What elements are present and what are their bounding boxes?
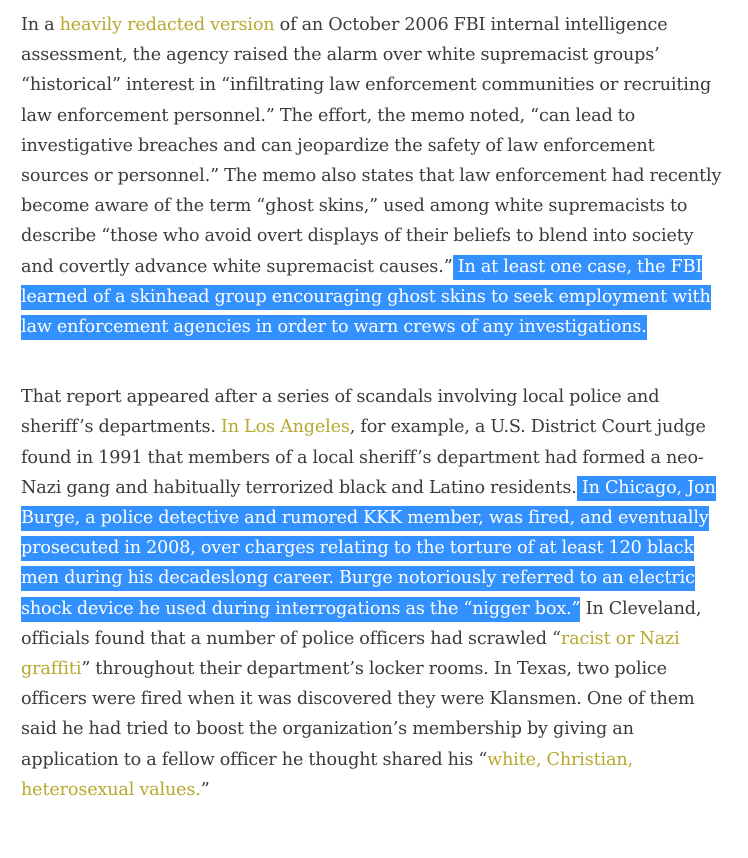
text-run: That report appeared after a series of scandals involving local police and sheriff’s departments.	[21, 387, 660, 438]
link-in-los-angeles[interactable]: In Los Angeles	[220, 417, 350, 438]
text-run: In a	[21, 15, 60, 35]
text-run: ” throughout their department’s locker rooms. In Texas, two police officers were fired when it was discovered they were Klansmen. One of them said he had tried to boost the organization’s membership by giving an application to a fellow officer he thought shared his “	[21, 659, 695, 770]
text-run: In Cleveland, officials found that a number of police officers had scrawled “	[21, 598, 702, 649]
text-run: ”	[200, 779, 210, 800]
link-racist-or-nazi-graffiti[interactable]: racist or Nazi graffiti	[21, 628, 680, 680]
paragraph-fbi-assessment	[21, 10, 726, 342]
selected-text: In Chicago, Jon Burge, a police detective and rumored KKK member, was fired, and eventually prosecuted in 2008, over charges relating to the torture of at least 120 black men during his decadeslong career. Burge notoriously referred to an electric shock device he used during interrogations as the “nigger box.”	[21, 476, 716, 622]
text-run: , for example, a U.S. District Court judge found in 1991 that members of a local sheriff’s department had formed a neo-Nazi gang and habitually terrorized black and Latino residents.	[21, 417, 706, 498]
paragraph-scandals	[21, 382, 726, 805]
link-white-christian-heterosexual-values[interactable]: white, Christian, heterosexual values.	[21, 749, 633, 800]
article-body	[21, 10, 726, 805]
text-run: of an October 2006 FBI internal intelligence assessment, the agency raised the alarm over white supremacist groups’ “historical” interest in “infiltrating law enforcement communities or recruiting law enforcement personnel.” The effort, the memo noted, “can lead to investigative breaches and can jeopardize the safety of law enforcement sources or personnel.” The memo also states that law enforcement had recently become aware of the term “ghost skins,” used among white supremacists to describe “those who avoid overt displays of their beliefs to blend into society and covertly advance white supremacist causes.”	[21, 15, 722, 277]
selected-text: In at least one case, the FBI learned of a skinhead group encouraging ghost skins to seek employment with law enforcement agencies in order to warn crews of any investigations.	[21, 255, 711, 340]
link-heavily-redacted-version[interactable]: heavily redacted version	[59, 15, 275, 35]
